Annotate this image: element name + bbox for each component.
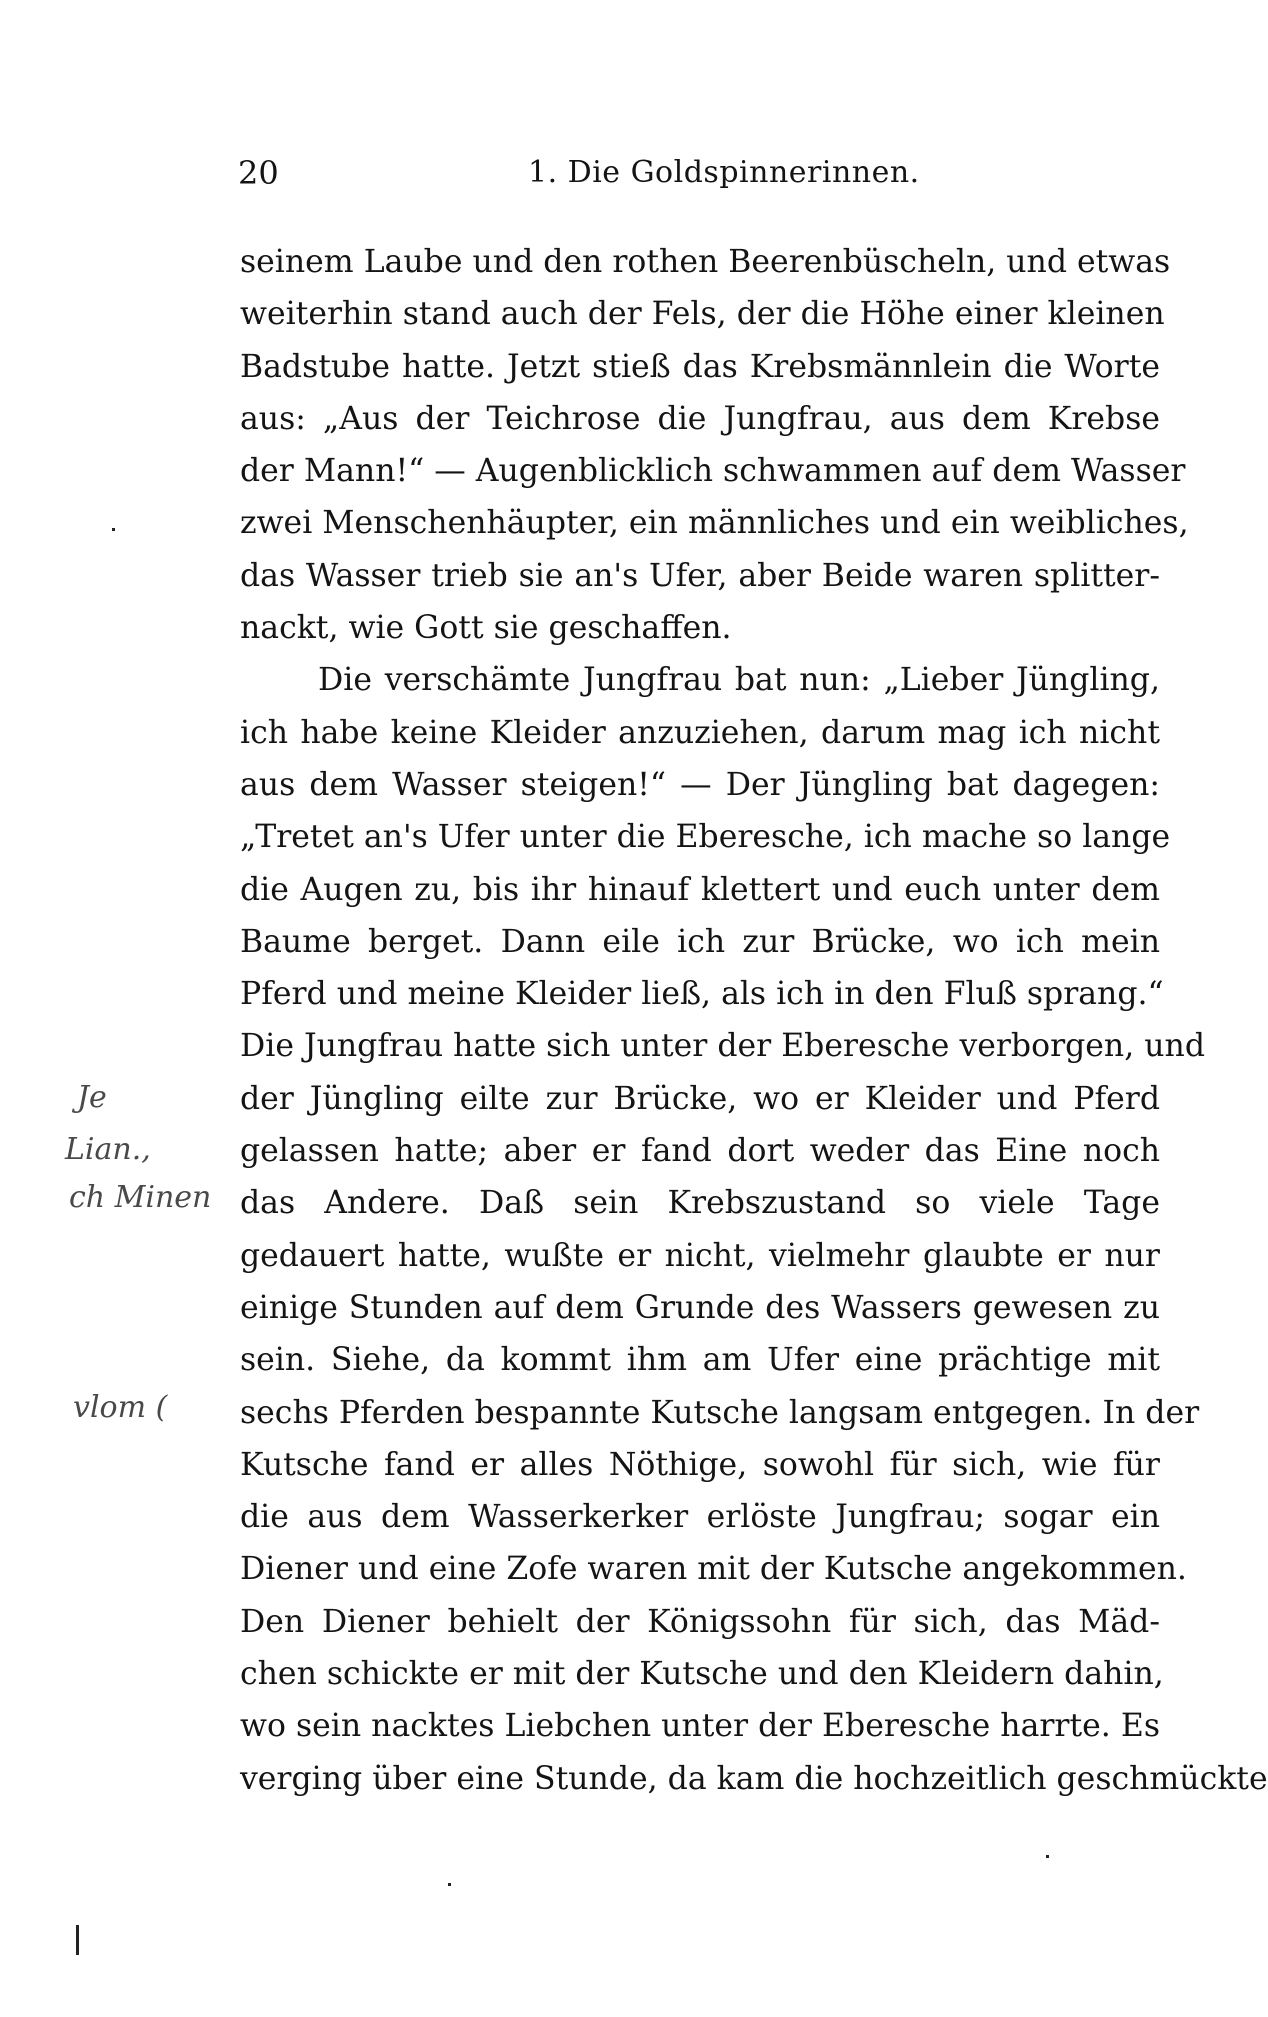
paper-speck — [1046, 1855, 1049, 1858]
text-line: wo sein nacktes Liebchen unter der Eberesche harrte. Es — [240, 1708, 1160, 1745]
text-line: einige Stunden auf dem Grunde des Wassers gewesen zu — [240, 1289, 1160, 1326]
text-line: der Mann!“ — Augenblicklich schwammen auf dem Wasser — [240, 453, 1186, 490]
paper-mark — [76, 1925, 79, 1955]
text-line: gelassen hatte; aber er fand dort weder das Eine noch — [240, 1133, 1160, 1170]
text-line: Baume berget. Dann eile ich zur Brücke, wo ich mein — [240, 923, 1160, 960]
text-line: zwei Menschenhäupter, ein männliches und ein weibliches, — [240, 505, 1189, 542]
text-line: „Tretet an's Ufer unter die Eberesche, ich mache so lange — [240, 819, 1171, 856]
text-line: seinem Laube und den rothen Beerenbüscheln, und etwas — [240, 244, 1171, 280]
paragraph-1 — [240, 236, 1189, 654]
page-header — [238, 150, 1188, 196]
paper-speck — [448, 1883, 451, 1886]
margin-note: Je — [77, 1080, 107, 1115]
text-line: nackt, wie Gott sie geschaffen. — [240, 610, 732, 647]
text-line: die Augen zu, bis ihr hinauf klettert und euch unter dem — [240, 871, 1160, 908]
text-line: sechs Pferden bespannte Kutsche langsam entgegen. In der — [240, 1394, 1200, 1431]
text-line: Badstube hatte. Jetzt stieß das Krebsmännlein die Worte — [240, 348, 1160, 385]
margin-note: ch Minen — [69, 1180, 212, 1215]
text-line: verging über eine Stunde, da kam die hochzeitlich geschmückte — [240, 1760, 1268, 1797]
text-line: das Andere. Daß sein Krebszustand so viele Tage — [240, 1185, 1160, 1222]
text-line: weiterhin stand auch der Fels, der die Höhe einer kleinen — [240, 296, 1165, 333]
text-line: Den Diener behielt der Königssohn für sich, das Mäd- — [240, 1603, 1160, 1640]
text-line: aus dem Wasser steigen!“ — Der Jüngling bat dagegen: — [240, 766, 1160, 803]
text-line: gedauert hatte, wußte er nicht, vielmehr glaubte er nur — [240, 1237, 1160, 1274]
text-line: die aus dem Wasserkerker erlöste Jungfrau; sogar ein — [240, 1499, 1160, 1536]
text-line: der Jüngling eilte zur Brücke, wo er Kleider und Pferd — [240, 1080, 1160, 1117]
margin-note: vlom ( — [73, 1390, 168, 1425]
paragraph-2 — [240, 654, 1268, 1805]
text-line: Diener und eine Zofe waren mit der Kutsche angekommen. — [240, 1551, 1187, 1588]
body-text — [240, 236, 1268, 1805]
text-line: das Wasser trieb sie an's Ufer, aber Beide waren splitter- — [240, 557, 1160, 594]
text-line: sein. Siehe, da kommt ihm am Ufer eine prächtige mit — [240, 1342, 1160, 1379]
page-number: 20 — [238, 154, 279, 192]
text-line: ich habe keine Kleider anzuziehen, darum mag ich nicht — [240, 714, 1160, 751]
text-line: Pferd und meine Kleider ließ, als ich in den Fluß sprang.“ — [240, 976, 1164, 1013]
text-line: Kutsche fand er alles Nöthige, sowohl für sich, wie für — [240, 1446, 1160, 1483]
text-line: chen schickte er mit der Kutsche und den Kleidern dahin, — [240, 1656, 1164, 1693]
running-head: 1. Die Goldspinnerinnen. — [528, 155, 920, 190]
text-line: Die Jungfrau hatte sich unter der Eberesche verborgen, und — [240, 1028, 1205, 1065]
text-line: aus: „Aus der Teichrose die Jungfrau, aus dem Krebse — [240, 400, 1160, 437]
paper-speck — [112, 528, 115, 531]
text-line: Die verschämte Jungfrau bat nun: „Lieber Jüngling, — [318, 662, 1160, 699]
margin-note: Lian., — [65, 1132, 151, 1167]
